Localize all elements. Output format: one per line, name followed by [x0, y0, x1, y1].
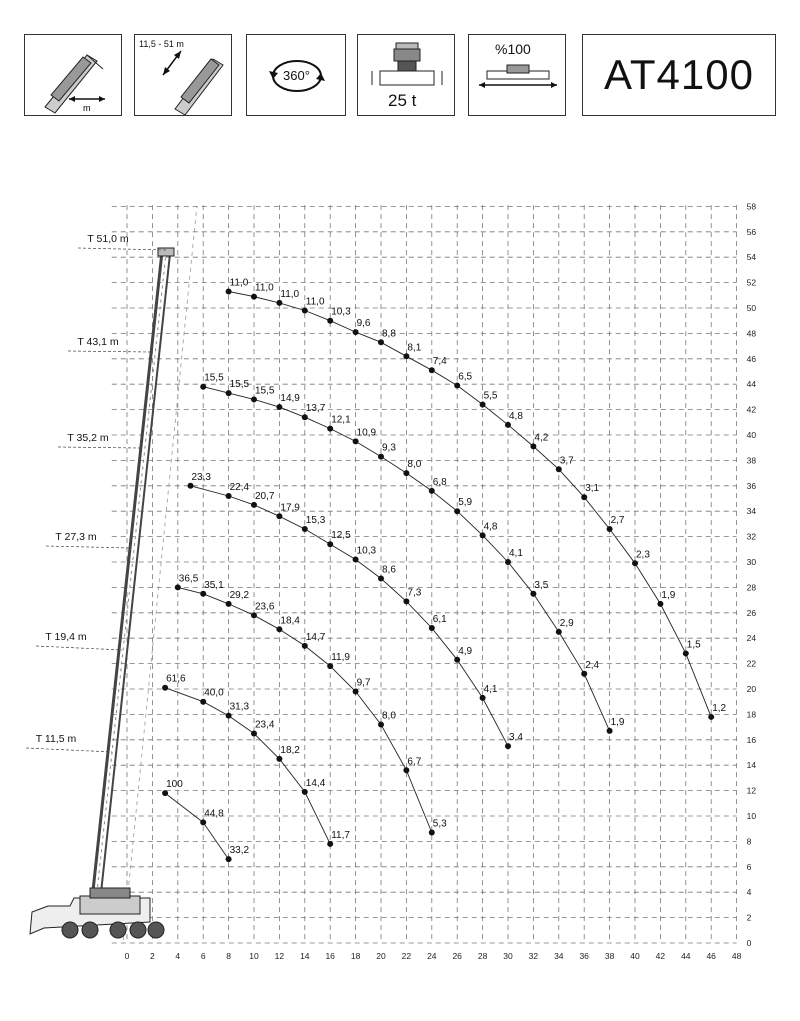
load-curves — [162, 277, 726, 862]
data-label: 17,9 — [280, 502, 300, 514]
data-label: 4,2 — [534, 432, 549, 444]
boom-unit-label: m — [83, 103, 91, 113]
boom-label-leader — [26, 748, 112, 752]
data-point — [226, 713, 232, 719]
data-label: 31,3 — [229, 701, 250, 713]
x-tick-label: 14 — [300, 951, 310, 961]
data-point — [607, 526, 613, 532]
data-point — [302, 789, 308, 795]
y-tick-label: 14 — [746, 760, 757, 771]
data-label: 5,3 — [432, 818, 447, 830]
x-tick-label: 28 — [477, 951, 488, 961]
data-label: 2,4 — [585, 659, 600, 671]
data-label: 5,5 — [483, 390, 498, 402]
data-point — [200, 699, 206, 705]
data-point — [581, 671, 587, 677]
data-point — [226, 493, 232, 499]
data-point — [251, 396, 257, 402]
data-label: 18,2 — [280, 744, 300, 756]
data-point — [175, 584, 181, 590]
x-tick-label: 44 — [681, 951, 691, 961]
data-point — [454, 508, 460, 514]
series-line — [165, 793, 229, 859]
y-tick-label: 8 — [746, 836, 752, 847]
data-label: 29,2 — [229, 589, 250, 601]
y-tick-label: 52 — [746, 277, 757, 288]
data-label: 2,9 — [559, 617, 574, 629]
y-tick-label: 38 — [746, 455, 757, 466]
data-point — [302, 308, 308, 314]
data-point — [302, 526, 308, 532]
data-label: 14,4 — [305, 777, 326, 789]
data-label: 20,7 — [255, 490, 275, 502]
y-tick-label: 12 — [746, 785, 757, 796]
y-tick-label: 2 — [746, 912, 752, 923]
data-label: 4,9 — [458, 645, 473, 657]
data-point — [251, 612, 257, 618]
data-point — [378, 576, 384, 582]
x-tick-label: 40 — [630, 951, 640, 961]
data-point — [378, 722, 384, 728]
data-point — [505, 559, 511, 565]
y-tick-label: 30 — [746, 557, 757, 567]
data-label: 61,6 — [166, 673, 186, 685]
data-label: 15,5 — [204, 372, 224, 384]
data-label: 6,1 — [432, 614, 447, 626]
data-label: 15,5 — [255, 385, 275, 397]
data-label: 33,2 — [229, 845, 250, 857]
data-point — [581, 494, 587, 500]
x-tick-label: 22 — [401, 951, 412, 961]
y-tick-label: 34 — [746, 506, 757, 517]
data-label: 14,7 — [305, 631, 326, 643]
data-label: 1,2 — [712, 702, 727, 714]
data-label: 9,7 — [356, 677, 371, 689]
boom-label-leader — [36, 646, 122, 650]
data-point — [708, 714, 714, 720]
data-point — [683, 650, 689, 656]
data-label: 23,6 — [255, 601, 275, 613]
x-tick-label: 32 — [528, 951, 539, 961]
x-tick-label: 12 — [274, 951, 285, 961]
series-5 — [200, 373, 625, 734]
data-point — [403, 767, 409, 773]
y-tick-label: 40 — [746, 430, 757, 440]
y-tick-label: 16 — [746, 734, 757, 745]
y-tick-label: 46 — [746, 353, 757, 364]
series-6 — [226, 277, 727, 719]
model-name: AT4100 — [582, 34, 776, 116]
data-label: 23,4 — [255, 719, 275, 731]
data-point — [530, 591, 536, 597]
boom-length-label: T 19,4 m — [45, 631, 87, 643]
data-point — [556, 629, 562, 635]
x-tick-label: 4 — [175, 951, 181, 961]
x-tick-label: 8 — [226, 951, 231, 961]
y-tick-label: 20 — [746, 684, 757, 694]
y-tick-label: 26 — [746, 607, 757, 618]
data-label: 35,1 — [204, 579, 224, 591]
y-tick-label: 48 — [746, 328, 757, 339]
x-tick-label: 18 — [350, 951, 361, 961]
data-label: 11,0 — [305, 296, 325, 308]
data-point — [454, 382, 460, 388]
data-label: 8,0 — [382, 710, 396, 722]
data-label: 10,3 — [331, 306, 351, 318]
y-tick-label: 36 — [746, 480, 757, 491]
data-label: 44,8 — [204, 808, 224, 820]
data-label: 100 — [166, 779, 183, 791]
data-point — [353, 556, 359, 562]
data-label: 18,4 — [280, 615, 300, 627]
data-label: 11,0 — [280, 288, 300, 300]
y-tick-label: 0 — [746, 938, 752, 948]
data-point — [403, 470, 409, 476]
slew-label: 360° — [283, 68, 310, 83]
data-label: 1,5 — [686, 639, 701, 651]
data-label: 6,5 — [458, 371, 473, 383]
data-label: 10,3 — [356, 545, 377, 557]
x-tick-label: 48 — [731, 951, 742, 961]
data-label: 11,0 — [255, 282, 274, 294]
data-point — [251, 730, 257, 736]
data-label: 12,5 — [331, 530, 351, 542]
data-label: 4,1 — [483, 683, 498, 695]
data-label: 9,6 — [356, 318, 371, 330]
data-point — [353, 689, 359, 695]
data-label: 8,6 — [382, 564, 396, 576]
data-label: 4,1 — [509, 548, 523, 559]
data-label: 36,5 — [178, 573, 199, 585]
x-tick-label: 10 — [249, 951, 259, 961]
counterweight-label: 25 t — [388, 91, 417, 110]
data-point — [505, 422, 511, 428]
y-tick-label: 18 — [746, 709, 757, 720]
data-point — [429, 625, 435, 631]
data-point — [556, 466, 562, 472]
data-label: 15,5 — [229, 379, 250, 391]
data-point — [353, 329, 359, 335]
data-point — [226, 856, 232, 862]
y-tick-label: 50 — [746, 303, 757, 313]
boom-length-label: T 43,1 m — [77, 336, 119, 348]
boom-length-label: T 35,2 m — [67, 432, 109, 444]
data-point — [226, 390, 232, 396]
data-point — [327, 318, 333, 324]
x-tick-label: 46 — [706, 951, 716, 961]
data-point — [188, 483, 194, 489]
boom-length-label: T 27,3 m — [55, 531, 97, 543]
y-tick-label: 4 — [746, 887, 752, 898]
data-label: 4,8 — [509, 410, 523, 422]
x-axis-ticks — [125, 951, 742, 961]
data-label: 3,7 — [559, 455, 574, 467]
data-label: 2,3 — [636, 549, 650, 561]
y-tick-label: 22 — [746, 658, 757, 669]
data-point — [226, 601, 232, 607]
x-tick-label: 20 — [376, 951, 386, 961]
x-tick-label: 0 — [124, 951, 130, 961]
x-tick-label: 2 — [150, 951, 155, 961]
boom-label-leader — [78, 248, 166, 250]
data-label: 3,1 — [585, 483, 600, 495]
data-label: 2,7 — [610, 514, 625, 526]
y-tick-label: 44 — [746, 379, 757, 390]
data-label: 13,7 — [305, 403, 326, 415]
x-tick-label: 38 — [604, 951, 615, 961]
y-tick-label: 58 — [746, 201, 757, 212]
data-label: 7,4 — [432, 356, 447, 368]
data-label: 11,9 — [331, 652, 350, 664]
boom-label-leader — [68, 351, 150, 352]
x-tick-label: 42 — [655, 951, 666, 961]
data-label: 7,3 — [407, 587, 422, 599]
data-label: 6,8 — [432, 476, 447, 488]
data-point — [251, 294, 257, 300]
data-point — [276, 404, 282, 410]
y-tick-label: 42 — [746, 404, 757, 415]
y-tick-label: 56 — [746, 226, 757, 237]
data-point — [657, 601, 663, 607]
x-tick-label: 36 — [579, 951, 589, 961]
data-point — [200, 384, 206, 390]
data-label: 3,4 — [509, 732, 523, 744]
data-point — [200, 819, 206, 825]
boom-length-label: T 11,5 m — [35, 733, 77, 745]
data-label: 10,9 — [356, 427, 377, 439]
data-label: 4,8 — [483, 521, 498, 533]
y-tick-label: 54 — [746, 252, 757, 263]
series-1 — [162, 779, 249, 862]
boom-range-label: 11,5 - 51 m — [139, 39, 184, 49]
data-label: 15,3 — [305, 514, 326, 526]
data-point — [530, 443, 536, 449]
data-point — [480, 695, 486, 701]
data-point — [226, 288, 232, 294]
data-label: 22,4 — [229, 481, 250, 493]
boom-label-leader — [46, 546, 130, 548]
y-tick-label: 32 — [746, 531, 757, 542]
x-tick-label: 16 — [325, 951, 335, 961]
data-label: 6,7 — [407, 756, 422, 768]
data-point — [429, 488, 435, 494]
boom-length-label: T 51,0 m — [87, 233, 129, 245]
y-tick-label: 10 — [746, 811, 757, 821]
data-point — [276, 300, 282, 306]
data-point — [276, 626, 282, 632]
y-tick-label: 28 — [746, 582, 757, 593]
x-tick-label: 34 — [554, 951, 564, 961]
x-tick-label: 6 — [200, 951, 206, 961]
data-point — [200, 591, 206, 597]
data-point — [162, 790, 168, 796]
data-label: 11,0 — [229, 277, 249, 289]
outrigger-label: %100 — [495, 41, 531, 57]
x-tick-label: 26 — [452, 951, 462, 961]
x-tick-label: 24 — [427, 951, 437, 961]
data-point — [454, 657, 460, 663]
data-point — [403, 598, 409, 604]
chart-grid — [112, 205, 737, 943]
y-tick-label: 6 — [746, 861, 752, 872]
data-label: 40,0 — [204, 687, 224, 699]
data-point — [302, 643, 308, 649]
data-point — [632, 560, 638, 566]
boom-label-leader — [58, 447, 140, 448]
data-point — [378, 454, 384, 460]
y-axis-ticks — [747, 201, 757, 948]
data-label: 5,9 — [458, 497, 473, 509]
x-tick-label: 30 — [503, 951, 513, 961]
data-point — [276, 756, 282, 762]
data-point — [162, 685, 168, 691]
data-label: 8,1 — [407, 342, 422, 354]
data-point — [251, 502, 257, 508]
data-point — [276, 513, 282, 519]
data-point — [607, 728, 613, 734]
data-point — [353, 438, 359, 444]
series-2 — [162, 674, 350, 847]
data-label: 11,7 — [331, 829, 350, 841]
data-point — [480, 402, 486, 408]
data-label: 1,9 — [610, 716, 625, 728]
data-label: 3,5 — [534, 579, 549, 591]
data-point — [327, 541, 333, 547]
data-point — [429, 367, 435, 373]
data-label: 8,0 — [407, 459, 422, 471]
y-tick-label: 24 — [746, 633, 757, 644]
data-point — [302, 414, 308, 420]
data-label: 1,9 — [661, 589, 676, 601]
data-point — [327, 841, 333, 847]
data-point — [403, 353, 409, 359]
data-label: 8,8 — [382, 328, 396, 340]
data-point — [327, 426, 333, 432]
data-label: 12,1 — [331, 414, 351, 426]
data-label: 9,3 — [382, 442, 396, 454]
data-point — [505, 743, 511, 749]
data-point — [378, 339, 384, 345]
data-point — [480, 532, 486, 538]
data-label: 14,9 — [280, 393, 300, 405]
data-label: 23,3 — [191, 471, 211, 483]
data-point — [327, 663, 333, 669]
data-point — [429, 830, 435, 836]
